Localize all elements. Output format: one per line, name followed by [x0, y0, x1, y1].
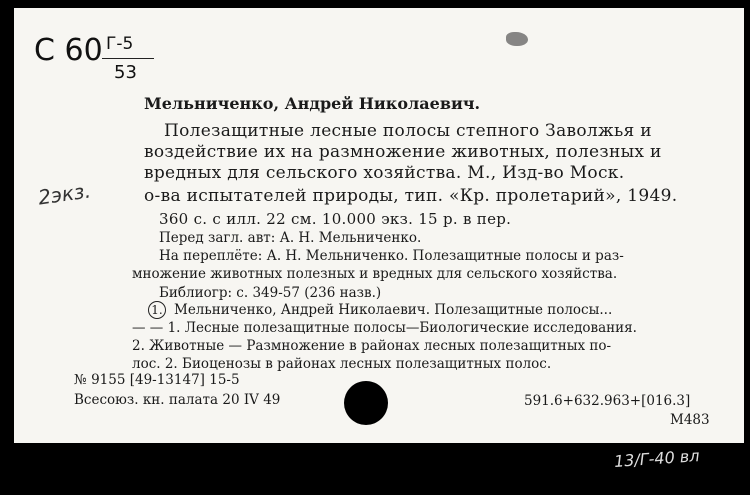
card-punch-hole [344, 381, 388, 425]
note-line: Перед загл. авт: А. Н. Мельниченко. [159, 230, 422, 246]
shelfmark-fraction-top: Г-5 [106, 34, 134, 54]
classification-number: 591.6+632.963+[016.3] [524, 393, 691, 409]
handwritten-registration-note: 13/Г-40 вл [613, 446, 701, 471]
shelfmark-fraction-line [102, 58, 154, 59]
note-line: множение животных полезных и вредных для сельского хозяйства. [132, 266, 618, 282]
tracing-line: 2. Животные — Размножение в районах лесных полезащитных по- [132, 338, 612, 354]
handwritten-copies-note: 2экз. [36, 178, 93, 210]
tracing-number [148, 301, 166, 319]
book-chamber-line: Всесоюз. кн. палата 20 IV 49 [74, 392, 281, 408]
catalog-card [14, 8, 744, 471]
ink-stamp-mark [506, 32, 528, 46]
card-number: № 9155 [49-13147] 15-5 [74, 372, 240, 388]
title-line: Полезащитные лесные полосы степного Заволжья и [164, 121, 652, 141]
note-line: Библиогр: с. 349-57 (236 назв.) [159, 285, 382, 301]
tracing-line: Мельниченко, Андрей Николаевич. Полезащитные полосы... [174, 302, 613, 318]
shelfmark-fraction-bottom: 53 [114, 62, 137, 83]
title-line: вредных для сельского хозяйства. М., Изд-во Моск. [144, 163, 625, 183]
author-heading: Мельниченко, Андрей Николаевич. [144, 94, 481, 113]
tracing-number-circle: 1. [148, 301, 166, 319]
shelfmark-letter-number: С 60 [34, 33, 103, 68]
note-line: На переплёте: А. Н. Мельниченко. Полезащитные полосы и раз- [159, 248, 624, 264]
tracing-line: — — 1. Лесные полезащитные полосы—Биологические исследования. [132, 320, 637, 336]
tracing-line: лос. 2. Биоценозы в районах лесных полезащитных полос. [132, 356, 552, 372]
imprint-line: о-ва испытателей природы, тип. «Кр. пролетарий», 1949. [144, 186, 678, 206]
title-line: воздействие их на размножение животных, полезных и [144, 142, 662, 162]
author-mark: М483 [670, 412, 710, 428]
collation-line: 360 с. с илл. 22 см. 10.000 экз. 15 р. в пер. [159, 210, 512, 228]
